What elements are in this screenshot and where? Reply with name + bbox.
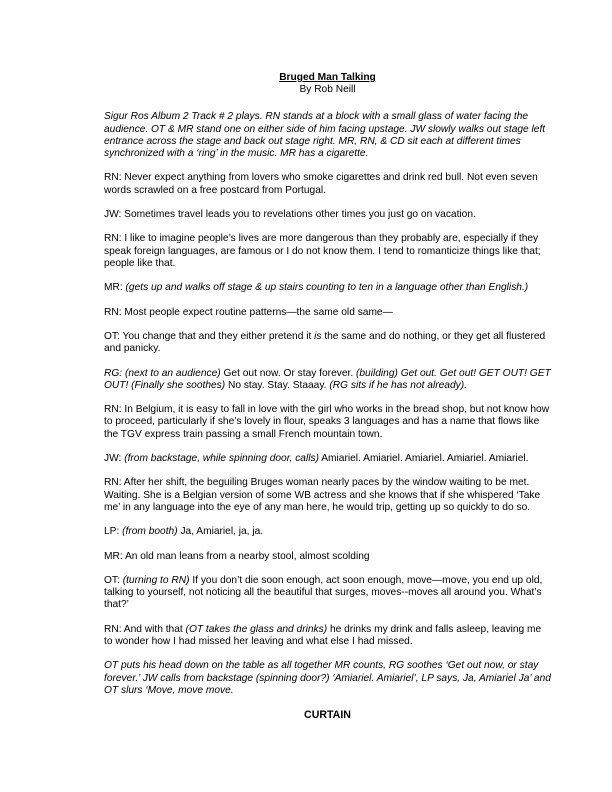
dialogue-line-rn-3: RN: Most people expect routine patterns—the same old same— bbox=[104, 306, 393, 318]
dialogue-line-rn-5: RN: After her shift, the beguiling Bruges woman nearly paces by the window waiting to be met. Waiting. She is a Belgian version of some WB actress and she knows that if she whispered ‘Take me’ in any language into the eye of any man here, he would trip, getting up so quickly to do so. bbox=[104, 477, 541, 513]
title-block bbox=[104, 72, 551, 96]
dialogue-text: If you don’t die soon enough, act soon enough, move—move, you end up old, talking to yourself, not noticing all the beautiful that surges, moves--moves all around you. What’s that?’ bbox=[104, 574, 543, 611]
speaker-label: LP: bbox=[104, 526, 123, 538]
dialogue-text: the same and do nothing, or they get all flustered and panicky. bbox=[104, 330, 546, 355]
script-page bbox=[104, 72, 551, 721]
curtain-heading: CURTAIN bbox=[304, 709, 351, 722]
dialogue-text: RN: And with that bbox=[104, 623, 186, 635]
dialogue-line-ot-2 bbox=[104, 575, 551, 612]
speaker-label: MR: bbox=[104, 282, 126, 294]
dialogue-line-lp-1 bbox=[104, 526, 551, 538]
dialogue-line-ot-1 bbox=[104, 331, 551, 355]
dialogue-text: Amiariel. Amiariel. Amiariel. Amiariel. Amiariel. bbox=[318, 452, 529, 464]
stage-direction: RG: (next to an audience) bbox=[104, 367, 221, 379]
dialogue-text: Get out now. Or stay forever. bbox=[220, 367, 356, 379]
emphasis-text: is bbox=[314, 330, 322, 342]
stage-direction: (building) Get out. Get out! GET OUT! GET OUT! (Finally she soothes) bbox=[104, 367, 551, 391]
dialogue-line-mr-1 bbox=[104, 282, 551, 294]
dialogue-text: he drinks my drink and falls asleep, leaving me to wonder how I had missed her leaving and what else I had missed. bbox=[104, 623, 542, 647]
dialogue-text: Ja, Amiariel, ja, ja. bbox=[177, 526, 264, 538]
dialogue-line-jw-1: JW: Sometimes travel leads you to revelations other times you just go on vacation. bbox=[104, 209, 476, 220]
stage-direction: (turning to RN) bbox=[122, 574, 190, 586]
speaker-label: OT: bbox=[104, 574, 123, 586]
page-title: Bruged Man Talking bbox=[279, 72, 376, 83]
dialogue-line-mr-2: MR: An old man leans from a nearby stool, almost scolding bbox=[104, 550, 370, 562]
speaker-label: JW: bbox=[104, 452, 125, 464]
dialogue-text: No stay. Stay. Staaay. bbox=[225, 379, 330, 391]
dialogue-line-rn-1: RN: Never expect anything from lovers who smoke cigarettes and drink red bull. Not even seven words scrawled on a free postcard from Portugal. bbox=[104, 172, 538, 196]
byline: By Rob Neill bbox=[299, 84, 356, 96]
closing-stage-direction: OT puts his head down on the table as all together MR counts, RG soothes ‘Get out now, or stay forever.’ JW calls from backstage (spinning door?) ‘Amiariel. Amiariel’, LP says, Ja, Amiariel Ja’ and OT slurs ‘Move, move move. bbox=[104, 660, 551, 696]
dialogue-line-rn-4: RN: In Belgium, it is easy to fall in love with the girl who works in the bread shop, but not know how to proceed, particularly if she’s lovely in flour, speaks 3 languages and has a name that flows like the TGV express train passing a small French mountain town. bbox=[104, 404, 550, 440]
dialogue-line-rn-6 bbox=[104, 624, 551, 648]
stage-direction: (from booth) bbox=[122, 526, 178, 538]
stage-direction: (gets up and walks off stage & up stairs counting to ten in a language other than English.) bbox=[125, 282, 529, 294]
dialogue-line-rn-2: RN: I like to imagine people’s lives are more dangerous than they probably are, especially if they speak foreign languages, are famous or I do not know them. I tend to romanticize things like that; people like that. bbox=[104, 233, 541, 269]
stage-direction: (from backstage, while spinning door, calls) bbox=[124, 452, 319, 464]
dialogue-line-jw-2 bbox=[104, 453, 551, 465]
dialogue-line-rg-1 bbox=[104, 368, 551, 392]
opening-stage-direction: Sigur Ros Album 2 Track # 2 plays. RN stands at a block with a small glass of water facing the audience. OT & MR stand one on either side of him facing upstage. JW slowly walks out stage left entrance across the stage and back out stage right. MR, RN, & CD sit each at different times synchronized with a ‘ring’ in the music. MR has a cigarette. bbox=[104, 111, 546, 160]
dialogue-text: OT: You change that and they either pretend it bbox=[104, 330, 315, 342]
stage-direction: (RG sits if he has not already). bbox=[329, 379, 467, 391]
stage-direction: (OT takes the glass and drinks) bbox=[185, 623, 328, 635]
